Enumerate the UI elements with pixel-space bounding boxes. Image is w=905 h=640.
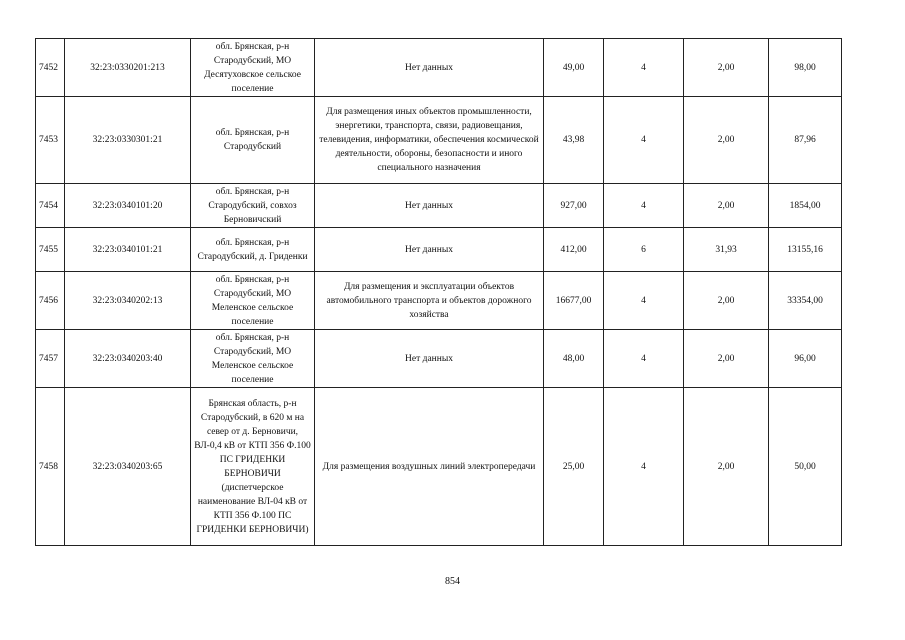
address: обл. Брянская, р-н Стародубский — [191, 97, 315, 184]
category: 4 — [604, 39, 684, 97]
row-number: 7455 — [36, 228, 65, 272]
rate: 2,00 — [684, 388, 769, 546]
permitted-use: Для размещения воздушных линий электропередачи — [315, 388, 544, 546]
area: 412,00 — [544, 228, 604, 272]
rate: 2,00 — [684, 39, 769, 97]
category: 4 — [604, 97, 684, 184]
row-number: 7454 — [36, 184, 65, 228]
permitted-use: Нет данных — [315, 228, 544, 272]
rate: 2,00 — [684, 97, 769, 184]
address: обл. Брянская, р-н Стародубский, МО Меленское сельское поселение — [191, 330, 315, 388]
address: Брянская область, р-н Стародубский, в 620 м на север от д. Берновичи, ВЛ-0,4 кВ от КТП 356 Ф.100 ПС ГРИДЕНКИ БЕРНОВИЧИ (диспетчерское наименование ВЛ-04 кВ от КТП 356 Ф.100 ПС ГРИДЕНКИ БЕРНОВИЧИ) — [191, 388, 315, 546]
area: 48,00 — [544, 330, 604, 388]
cadastral-number: 32:23:0340101:21 — [65, 228, 191, 272]
sum: 96,00 — [769, 330, 842, 388]
table-row — [36, 388, 842, 546]
category: 4 — [604, 272, 684, 330]
category: 4 — [604, 330, 684, 388]
sum: 50,00 — [769, 388, 842, 546]
land-register-table — [35, 38, 842, 546]
cadastral-number: 32:23:0340202:13 — [65, 272, 191, 330]
cadastral-number: 32:23:0340203:65 — [65, 388, 191, 546]
row-number: 7452 — [36, 39, 65, 97]
area: 43,98 — [544, 97, 604, 184]
sum: 1854,00 — [769, 184, 842, 228]
category: 4 — [604, 388, 684, 546]
table-row — [36, 272, 842, 330]
permitted-use: Нет данных — [315, 39, 544, 97]
row-number: 7457 — [36, 330, 65, 388]
area: 16677,00 — [544, 272, 604, 330]
sum: 33354,00 — [769, 272, 842, 330]
rate: 31,93 — [684, 228, 769, 272]
table-row — [36, 184, 842, 228]
cadastral-number: 32:23:0330301:21 — [65, 97, 191, 184]
row-number: 7458 — [36, 388, 65, 546]
rate: 2,00 — [684, 272, 769, 330]
page-number: 854 — [445, 576, 460, 587]
cadastral-number: 32:23:0340101:20 — [65, 184, 191, 228]
category: 6 — [604, 228, 684, 272]
table-row — [36, 39, 842, 97]
row-number: 7456 — [36, 272, 65, 330]
sum: 13155,16 — [769, 228, 842, 272]
table-row — [36, 228, 842, 272]
table-row — [36, 330, 842, 388]
category: 4 — [604, 184, 684, 228]
permitted-use: Нет данных — [315, 330, 544, 388]
cadastral-number: 32:23:0340203:40 — [65, 330, 191, 388]
rate: 2,00 — [684, 184, 769, 228]
cadastral-number: 32:23:0330201:213 — [65, 39, 191, 97]
permitted-use: Нет данных — [315, 184, 544, 228]
address: обл. Брянская, р-н Стародубский, МО Меленское сельское поселение — [191, 272, 315, 330]
table-row — [36, 97, 842, 184]
area: 25,00 — [544, 388, 604, 546]
address: обл. Брянская, р-н Стародубский, д. Гриденки — [191, 228, 315, 272]
address: обл. Брянская, р-н Стародубский, совхоз Берновичский — [191, 184, 315, 228]
rate: 2,00 — [684, 330, 769, 388]
permitted-use: Для размещения и эксплуатации объектов автомобильного транспорта и объектов дорожного хозяйства — [315, 272, 544, 330]
area: 927,00 — [544, 184, 604, 228]
permitted-use: Для размещения иных объектов промышленности, энергетики, транспорта, связи, радиовещания, телевидения, информатики, обеспечения космической деятельности, обороны, безопасности и иного специального назначения — [315, 97, 544, 184]
area: 49,00 — [544, 39, 604, 97]
address: обл. Брянская, р-н Стародубский, МО Десятуховское сельское поселение — [191, 39, 315, 97]
row-number: 7453 — [36, 97, 65, 184]
sum: 98,00 — [769, 39, 842, 97]
sum: 87,96 — [769, 97, 842, 184]
